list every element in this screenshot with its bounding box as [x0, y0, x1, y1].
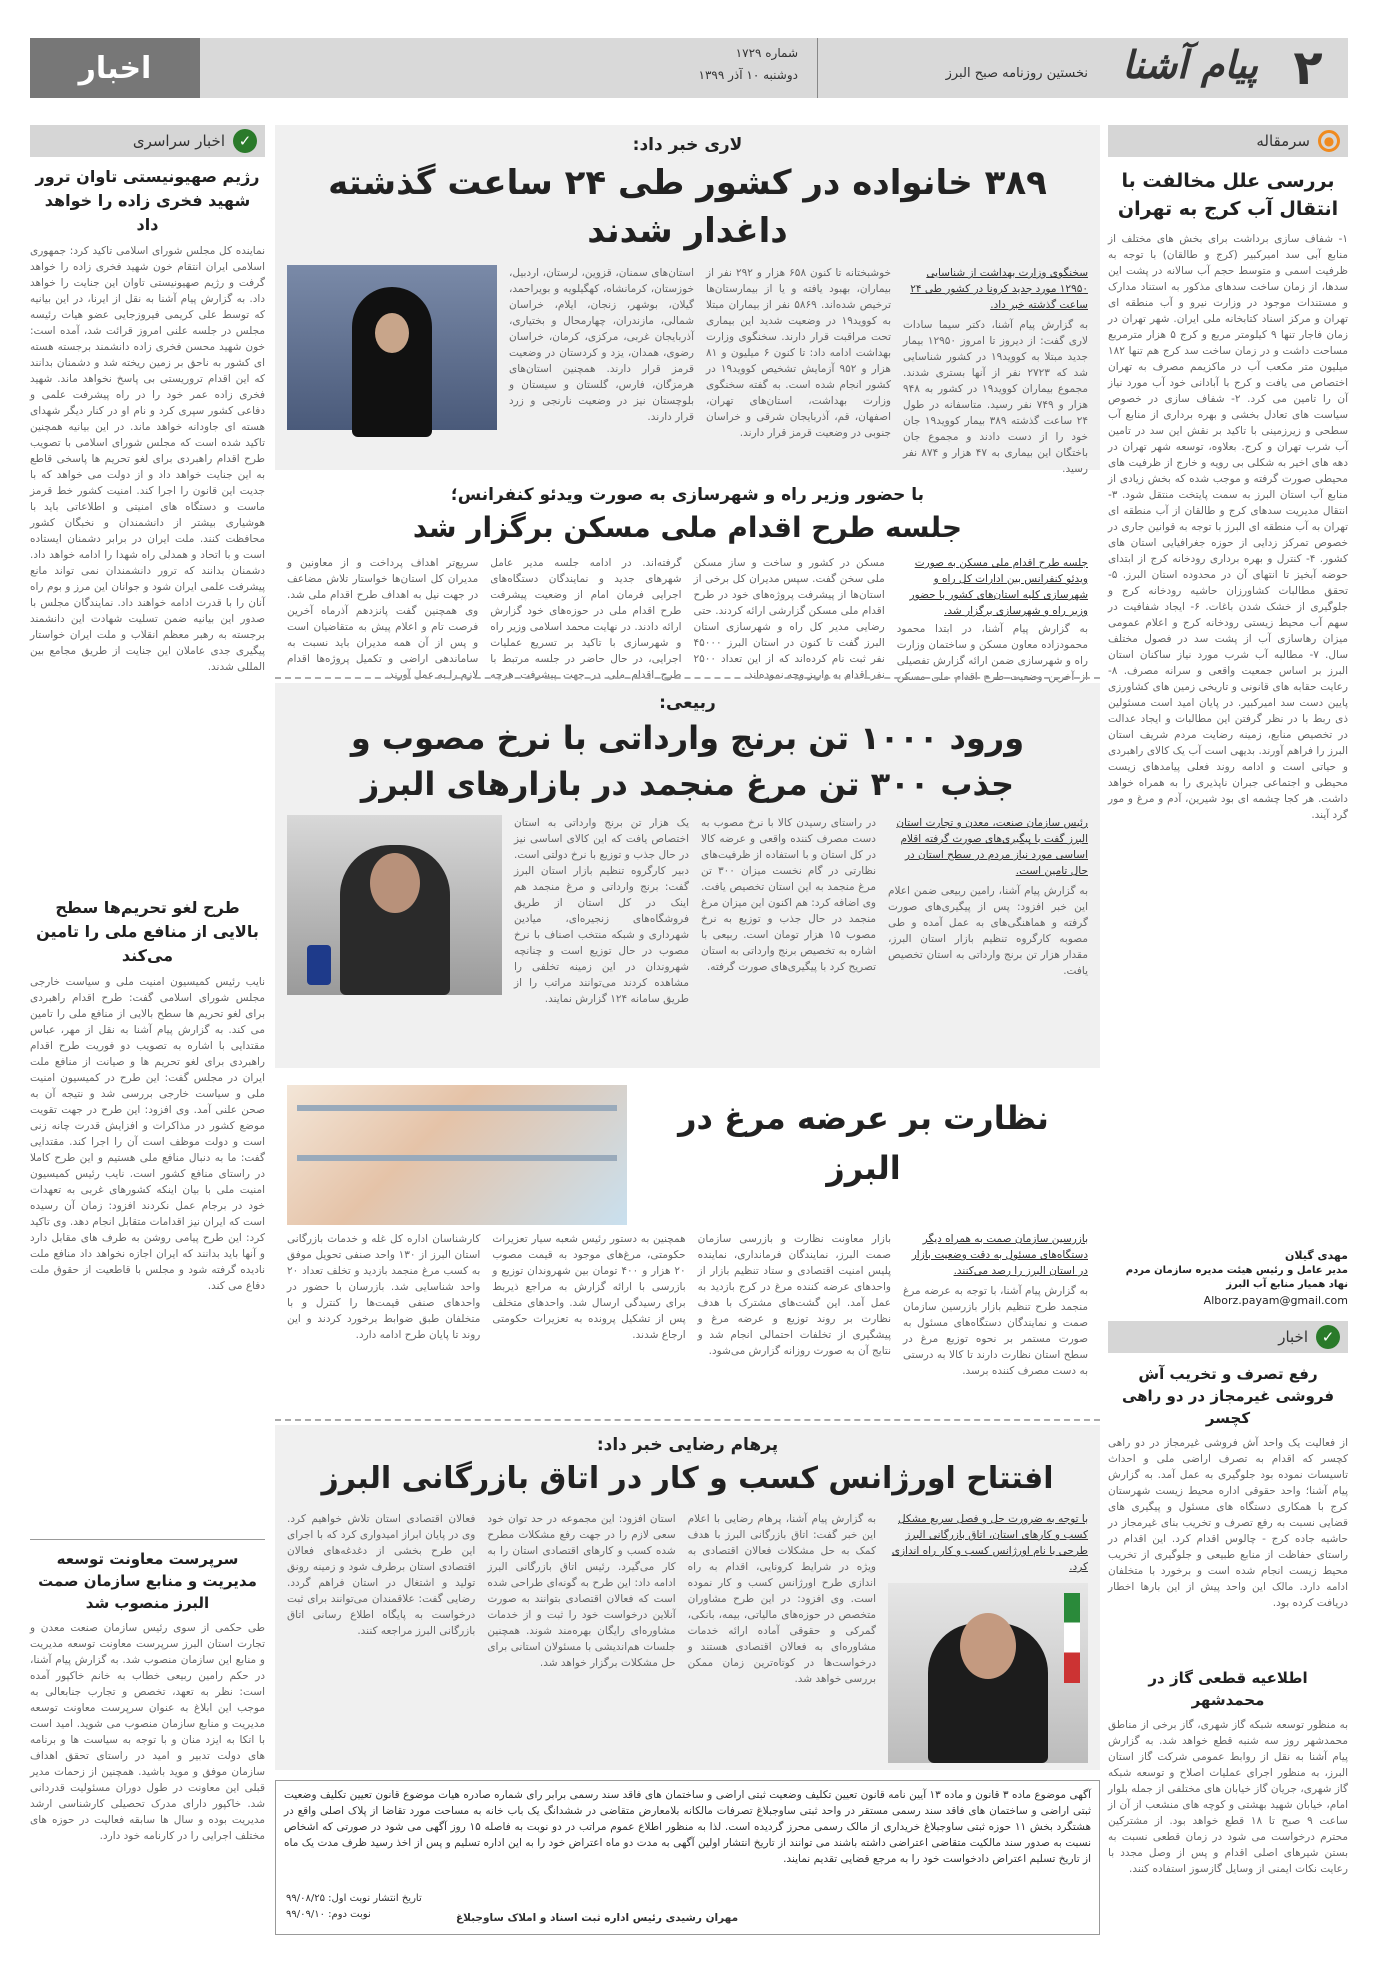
editorial-title: بررسی علل مخالفت با انتقال آب کرج به تهران [1117, 170, 1339, 220]
a1-col3: استان‌های سمنان، قزوین، لرستان، اردبیل، خوزستان، کرمانشاه، کهگیلویه و بویراحمد، گیلان، بوشهر، زنجان، ایلام، خراسان شمالی، مازندران، چهارمحال و بختیاری، آذربایجان غربی، مرکزی، کرمان، خراسان رضوی، همدان، یزد و کردستان در وضعیت قرمز قرار دارند. همچنین استان‌های هرمزگان، فارس، گلستان و سیستان و بلوچستان نیز در وضعیت نارنجی و زرد قرار دارند. [509, 267, 694, 423]
notice-signature: مهران رشیدی رئیس اداره ثبت اسناد و املاک ساوجبلاغ [456, 1912, 739, 1924]
a1-lead: سخنگوی وزارت بهداشت از شناسایی ۱۲۹۵۰ مورد جدید کرونا در کشور طی ۲۴ ساعت گذشته خبر داد. [910, 267, 1088, 311]
editorial-body: ۱- شفاف سازی برداشت برای بخش های مختلف از منابع آبی سد امیرکبیر (کرج و طالقان) با توجه به ظرفیت اسمی و متوسط حجم آب سالانه در پشت این سدها، از زمان ساخت سدهای مذکور به استناد مدارک و مستندات موجود در وزارت نیرو و آب منطقه ای تهران و مرکز اسناد کتابخانه ملی ایران. شهر تهران در زمان فاجار تنها ۹ کیلومتر مربع و کرج ۵ هزار مترمربع مساحت داشت و در زمان ساخت سد کرج هم تنها ۱۸۲ میلیون متر مکعب آب در ماکزیمم مصرف به تهران اختصاص می یافت و کرج با آبادانی خود آب مورد نیاز آن را تامین می کرد. ۲- شفاف سازی در خصوص سیاست های تعادل بخشی و بهره برداری از منابع آب سطحی و زیرزمینی با تاکید بر نقش این سد در تامین آب شرب تهران و کرج. بعلاوه، توسعه شهر تهران در دهه های اخیر به شکلی بی رویه و خارج از ظرفیت های محیطی صورت گرفته و موجب شده که بخش زیادی از منابع آب استان البرز به سمت پایتخت منتقل شود. ۳- انتقال مدیریت سدهای کرج و طالقان از آب منطقه ای تهران به آب منطقه ای البرز با توجه به قوانین جاری در خصوص تمرکز زدایی از حوزه جغرافیایی استان های کشور. ۴- کنترل و بهره برداری رودخانه کرج از ابتدای حوضه آبخیز تا انتهای آن در محدوده استان البرز. ۵- تحقق مطالبات کشاورزان حاشیه رودخانه کرج و جلوگیری از خشک شدن باغات. ۶- ایجاد شفافیت در سهم آب محیط زیستی رودخانه کرج و اعلام عمومی میزان رهاسازی آب از پشت سد در فصول مختلف سال. ۷- مطالبه آب شرب مورد نیاز ساکنان استان البرز بر اساس جمعیت واقعی و سرانه مصرف. ۸- رعایت حقابه های قانونی و تاریخی زمین های کشاورزی پایین دست سد امیرکبیر. در پایان امید است مسئولین ذی ربط با در نظر گرفتن این مطالبات و ایجاد عدالت در تخصیص منابع، زمینه رضایت مردم شریف استان البرز را فراهم آورند. بدیهی است آب یک کالای راهبردی و حیاتی است و ادامه روند فعلی پیامدهای زیست محیطی و اجتماعی جبران ناپذیری را به همراه خواهد داشت. هر کجا چشمه ای بود شیرین، آدم و مرغ و مور گرد آیند. [1108, 233, 1348, 821]
a3-photo [287, 815, 502, 995]
article-chamber: پرهام رضایی خبر داد: افتتاح اورژانس کسب و کار در اتاق بازرگانی البرز با توجه به ضرورت حل و فصل سریع مشکل کسب و کارهای استان، اتاق بازرگانی البرز طرحی با نام اورژانس کسب و کار راه اندازی کرد. به گزارش پیام آشنا، پرهام رضایی با اعلام این خبر گفت: اتاق بازرگانی البرز با هدف کمک به حل مشکلات فعالان اقتصادی به ویژه در شرایط کرونایی، اقدام به راه اندازی طرح اورژانس کسب و کار نموده است. وی افزود: در این طرح مشاوران متخصص در حوزه‌های مالیاتی، بیمه، بانکی، گمرکی و حقوقی آماده ارائه خدمات مشاوره‌ای به فعالان اقتصادی هستند و درخواست‌ها در کوتاه‌ترین زمان ممکن بررسی خواهد شد. استان افزود: این مجموعه در حد توان خود سعی لازم را در جهت رفع مشکلات مطرح شده کسب و کارهای اقتصادی استان را به کار می‌گیرد. رئیس اتاق بازرگانی البرز ادامه داد: این طرح به گونه‌ای طراحی شده است که فعالان اقتصادی بتوانند به صورت آنلاین درخواست خود را ثبت و از خدمات مشاوره‌ای رایگان بهره‌مند شوند. همچنین جلسات هم‌اندیشی با مسئولان استانی برای حل مشکلات برگزار خواهد شد. فعالان اقتصادی استان تلاش خواهیم کرد. وی در پایان ابراز امیدواری کرد که با اجرای این طرح بخشی از دغدغه‌های فعالان اقتصادی استان برطرف شود و زمینه رونق تولید و اشتغال در استان فراهم گردد. رضایی گفت: علاقمندان می‌توانند برای ثبت درخواست به پایگاه اطلاع رسانی اتاق بازرگانی البرز مراجعه کنند. [275, 1425, 1100, 1770]
article-rice: ربیعی: ورود ۱۰۰۰ تن برنج وارداتی با نرخ مصوب و جذب ۳۰۰ تن مرغ منجمد در بازارهای البرز رئیس سازمان صنعت، معدن و تجارت استان البرز گفت با پیگیری‌های صورت گرفته اقلام اساسی مورد نیاز مردم در سطح استان در حال تامین است. به گزارش پیام آشنا، رامین ربیعی ضمن اعلام این خبر افزود: پس از پیگیری‌های صورت گرفته و هماهنگی‌های به عمل آمده و طی مصوبه کارگروه تنظیم بازار استان البرز، مقدار هزار تن برنج وارداتی به استان تخصیص یافت. در راستای رسیدن کالا با نرخ مصوب به دست مصرف کننده واقعی و عرضه کالا در کل استان و با استفاده از ظرفیت‌های نظارتی در گام نخست میزان ۳۰۰ تن مرغ منجمد به این استان تخصیص یافت. وی اضافه کرد: هم اکنون این میزان مرغ منجمد در حال جذب و توزیع به نرخ مصوب ۱۵ هزار تومان است. ربیعی با اشاره به تخصیص برنج وارداتی به استان تصریح کرد با پیگیری‌های صورت گرفته. یک هزار تن برنج وارداتی به استان اختصاص یافت که این کالای اساسی نیز در حال جذب و توزیع با نرخ دولتی است. دبیر کارگروه تنظیم بازار استان البرز گفت: برنج وارداتی و مرغ منجمد هم اینک در کل استان از طریق فروشگاه‌های زنجیره‌ای، میادین شهرداری و شبکه منتخب اصناف با نرخ مصوب در حال توزیع است و چنانچه شهروندان در این زمینه تخلفی را مشاهده کردند می‌توانند مراتب را از طریق سامانه ۱۲۴ گزارش نمایند. [275, 683, 1100, 1068]
a1-photo-figure [352, 287, 432, 437]
a1-kicker: لاری خبر داد: [632, 135, 743, 155]
author-email[interactable]: Alborz.payam@gmail.com [1203, 1294, 1348, 1307]
a1-headline: ۳۸۹ خانواده در کشور طی ۲۴ ساعت گذشته داغدار شدند [328, 163, 1047, 251]
national-news-label: اخبار سراسری [132, 132, 225, 150]
notice-date1: تاریخ انتشار نوبت اول: ۹۹/۰۸/۲۵ [286, 1893, 422, 1904]
a2-headline: جلسه طرح اقدام ملی مسکن برگزار شد [412, 511, 963, 544]
editorial-header [1108, 125, 1348, 157]
a5-kicker: پرهام رضایی خبر داد: [596, 1435, 779, 1455]
national-news-header [30, 125, 265, 157]
a5-photo [888, 1583, 1088, 1763]
a5-headline: افتتاح اورژانس کسب و کار در اتاق بازرگانی البرز [321, 1461, 1054, 1496]
news-label: اخبار [1278, 1328, 1308, 1346]
author-role: مدیر عامل و رئیس هیئت مدیره سازمان مردم نهاد همیار منابع آب البرز [1125, 1265, 1348, 1290]
notice-date2: نوبت دوم: ۹۹/۰۹/۱۰ [286, 1909, 371, 1920]
story1-body: نماینده کل مجلس شورای اسلامی تاکید کرد: جمهوری اسلامی ایران انتقام خون شهید فخری زاده را خواهد گرفت و رژیم صهیونیستی تاوان این جنایت را خواهد داد. به گزارش پیام آشنا به نقل از ایرنا، در این بیانیه که توسط علی کریمی فیروزجایی عضو هیات رئیسه مجلس در جلسه علنی امروز قرائت شد، آمده است: خون شهید محسن فخری زاده دانشمند برجسته هسته ای کشور به ناحق بر زمین ریخته شد و دشمنان بدانند که این اقدام تروریستی بی پاسخ نخواهد ماند. شهید فخری زاده عمر خود را در راه پیشرفت علمی و دفاعی کشور سپری کرد و نام او در کنار دیگر شهدای هسته ای جاودانه خواهد ماند. در این بیانیه همچنین تاکید شده است که مجلس شورای اسلامی با تصویب طرح اقدام راهبردی برای لغو تحریم ها پاسخی قاطع به این جنایت خواهد داد و از دولت می خواهد که با جدیت این قانون را اجرا کند. امنیت کشور خط قرمز ماست و دستگاه های امنیتی و اطلاعاتی باید با هوشیاری بیشتر از دانشمندان و نخبگان کشور محافظت کنند. ملت ایران در برابر دشمنان ایستاده است و با اتحاد و همدلی راه شهدا را ادامه خواهد داد. دشمنان بدانند که ترور دانشمندان نمی تواند مانع پیشرفت علمی ایران شود و جوانان این مرز و بوم راه آنان را با قدرت ادامه خواهند داد. نمایندگان مجلس با صدور این بیانیه ضمن تسلیت شهادت این دانشمند برجسته به رهبر معظم انقلاب و ملت ایران خواستار پیگیری جدی عاملان این جنایت از طریق مجامع بین المللی شدند. [30, 245, 265, 673]
news2-body: به منظور توسعه شبکه گاز شهری، گاز برخی از مناطق محمدشهر روز سه شنبه قطع خواهد شد. به گزارش پیام آشنا به نقل از روابط عمومی شرکت گاز استان البرز، به منظور اجرای عملیات اصلاح و توسعه شبکه گاز شهری، جریان گاز خیابان های مختلفی از جمله بلوار امام، خیابان شهید بهشتی و کوچه های منشعب از آن از ساعت ۹ صبح تا ۱۸ قطع خواهد بود. از مشترکین محترم درخواست می شود در زمان قطعی نسبت به بستن شیرهای اصلی اقدام و پس از وصل مجدد با رعایت نکات ایمنی از وسایل گازسوز استفاده کنند. [1108, 1719, 1348, 1875]
article-housing: با حضور وزیر راه و شهرسازی به صورت ویدئو کنفرانس؛ جلسه طرح اقدام ملی مسکن برگزار شد جلسه طرح اقدام ملی مسکن به صورت ویدئو کنفرانس بین ادارات کل راه و شهرسازی کلیه استان‌های کشور با حضور وزیر راه و شهرسازی برگزار شد. به گزارش پیام آشنا، در ابتدا محمود محمودزاده معاون مسکن و ساختمان وزارت راه و شهرسازی ضمن ارائه گزارش تفصیلی از آخرین وضعیت طرح اقدام ملی مسکن مسکن در کشور و ساخت و ساز مسکن ملی سخن گفت. سپس مدیران کل برخی از استان‌ها از پیشرفت پروژه‌های خود در طرح اقدام ملی مسکن گزارشی ارائه کردند. حتی رضایی مدیر کل راه و شهرسازی استان البرز گفت تا کنون در استان البرز ۴۵۰۰۰ نفر ثبت نام کرده‌اند که از این تعداد ۲۵۰۰ نفر اقدام به واریز وجه نموده‌اند. گرفته‌اند. در ادامه جلسه مدیر عامل شهرهای جدید و نمایندگان دستگاه‌های اجرایی فرمان امام از وضعیت پیشرفت طرح اقدام ملی در حوزه‌های خود گزارش ارائه دادند. در نهایت محمد اسلامی وزیر راه و شهرسازی با تاکید بر تسریع عملیات اجرایی، در حال حاضر در جلسه مرتبط با طرح اقدام ملی در جهت پیشرفت هرچه سریع‌تر اهداف پرداخت و از معاونین و مدیران کل استان‌ها خواستار تلاش مضاعف در جهت نیل به اهداف طرح اقدام ملی شد. وی همچنین گفت پانزدهم آذرماه آخرین فرصت تام و اعلام پیش به متقاضیان است و پس از آن همه مدیران باید نسبت به ساماندهی اراضی و تکمیل پروژه‌ها اقدام لازم را به عمل آورند. [275, 477, 1100, 672]
legal-notice-body: آگهی موضوع ماده ۳ قانون و ماده ۱۳ آیین نامه قانون تعیین تکلیف وضعیت ثبتی اراضی و ساختمان های فاقد سند رسمی برابر رای شماره صادره هیات موضوع قانون تعیین تکلیف وضعیت ثبتی اراضی و ساختمان های فاقد سند رسمی مستقر در واحد ثبتی ساوجبلاغ تصرفات مالکانه بلامعارض متقاضی در ششدانگ یک باب خانه به مساحت مورد تقاضا از پلاک اصلی واقع در هشتگرد بخش ۱۱ حوزه ثبتی ساوجبلاغ خریداری از مالک رسمی محرز گردیده است. لذا به منظور اطلاع عموم مراتب در دو نوبت به فاصله ۱۵ روز آگهی می شود در صورتی که اشخاص نسبت به صدور سند مالکیت متقاضی اعتراضی داشته باشند می توانند از تاریخ انتشار اولین آگهی به مدت دو ماه اعتراض خود را به این اداره تسلیم و پس از اخذ رسید ظرف مدت یک ماه از تاریخ تسلیم اعتراض دادخواست خود را به مرجع قضایی تقدیم نمایند. [284, 1789, 1091, 1865]
section-tab: اخبار [30, 38, 200, 98]
a4-lead: بازرسین سازمان صمت به همراه دیگر دستگاه‌های مسئول به دقت وضعیت بازار در استان البرز را رصد می‌کنند. [911, 1233, 1088, 1277]
check-icon: ✓ [1316, 1325, 1340, 1349]
a1-photo [287, 265, 497, 430]
news1-title: رفع تصرف و تخریب آش فروشی غیرمجاز در دو راهی کچسر [1121, 1365, 1335, 1427]
a3-kicker: ربیعی: [659, 693, 716, 713]
a1-col1: سخنگوی وزارت بهداشت از شناسایی ۱۲۹۵۰ مورد جدید کرونا در کشور طی ۲۴ ساعت گذشته خبر داد. به گزارش پیام آشنا، دکتر سیما سادات لاری گفت: از دیروز تا امروز ۱۲۹۵۰ بیمار جدید مبتلا به کووید۱۹ در کشور شناسایی شد که ۲۷۲۳ نفر از آنها بستری شدند. مجموع بیماران کووید۱۹ در کشور به ۹۴۸ هزار و ۷۴۹ نفر رسید. متاسفانه در طول ۲۴ ساعت گذشته ۳۸۹ بیمار کووید۱۹ جان خود را از دست دادند و مجموع جان باختگان این بیماری به ۴۷ هزار و ۸۷۴ نفر رسید. [903, 267, 1089, 475]
divider [275, 1419, 1100, 1421]
legal-notice [275, 1780, 1100, 1935]
story3-title: سرپرست معاونت توسعه مدیریت و منابع سازمان صمت البرز منصوب شد [38, 1550, 257, 1612]
masthead [0, 0, 1378, 125]
logo: پیام آشنا [1122, 42, 1258, 87]
check-icon: ✓ [233, 129, 257, 153]
news-header [1108, 1321, 1348, 1353]
article-chicken: نظارت بر عرضه مرغ در البرز بازرسین سازمان صمت به همراه دیگر دستگاه‌های مسئول به دقت وضعیت بازار در استان البرز را رصد می‌کنند. به گزارش پیام آشنا، با توجه به عرضه مرغ منجمد طرح تنظیم بازار بازرسین سازمان صمت و نمایندگان دستگاه‌های مسئول به صورت مستمر بر نحوه توزیع مرغ در سطح استان نظارت دارند تا کالا به درستی به دست مصرف کننده برسد. بازار معاونت نظارت و بازرسی سازمان صمت البرز، نمایندگان فرمانداری، نماینده پلیس امنیت اقتصادی و ستاد تنظیم بازار از واحدهای عرضه کننده مرغ در کرج بازدید به عمل آمد. این گشت‌های مشترک با هدف نظارت بر روند توزیع و عرضه مرغ و پیشگیری از تخلفات احتمالی انجام شد و نتایج آن به صورت روزانه گزارش می‌شود. همچنین به دستور رئیس شعبه سیار تعزیرات حکومتی، مرغ‌های موجود به قیمت مصوب ۲۰ هزار و ۴۰۰ تومان بین شهروندان توزیع و بازرسی با ارائه گزارش به مراجع ذیربط برای رسیدگی ارسال شد. واحدهای متخلف پس از تشکیل پرونده به تعزیرات حکومتی ارجاع شدند. کارشناسان اداره کل غله و خدمات بازرگانی استان البرز از ۱۳۰ واحد صنفی تحویل موفق به کسب مرغ منجمد بازدید و تخلف تعداد ۲۰ واحد شناسایی شد. بازرسان با حضور در واحدهای صنفی قیمت‌ها را کنترل و با متخلفان طبق ضوابط برخورد کردند و این روند تا پایان طرح ادامه دارد. [275, 1075, 1100, 1415]
right-column [1108, 125, 1348, 1935]
a3-headline: ورود ۱۰۰۰ تن برنج وارداتی با نرخ مصوب و جذب ۳۰۰ تن مرغ منجمد در بازارهای البرز [350, 719, 1025, 803]
a4-headline: نظارت بر عرضه مرغ در البرز [678, 1099, 1049, 1187]
editorial-label: سرمقاله [1256, 132, 1310, 150]
a2-kicker: با حضور وزیر راه و شهرسازی به صورت ویدئو کنفرانس؛ [450, 485, 925, 505]
story3-body: طی حکمی از سوی رئیس سازمان صنعت معدن و تجارت استان البرز سرپرست معاونت توسعه مدیریت و منابع این سازمان منصوب شد. به گزارش پیام آشنا، در حکم رامین ربیعی خطاب به خانم خاکپور آمده است: نظر به تعهد، تخصص و تجارب جنابعالی به موجب این ابلاغ به عنوان سرپرست معاونت توسعه مدیریت و منابع سازمان منصوب می شوید. امید است با اتکا به ایزد منان و با توجه به سیاست ها و برنامه های دولت تدبیر و امید در راستای تحقق اهداف سازمان موفق و موید باشید. همچنین از زحمات مدیر قبلی این معاونت در طول دوران مسئولیت قدردانی شد. خاکپور دارای مدرک تحصیلی کارشناسی ارشد مدیریت بوده و سال ها سابقه فعالیت در حوزه های مختلف اجرایی را در کارنامه خود دارد. [30, 1622, 265, 1842]
main-column [275, 125, 1100, 1935]
flag [1064, 1593, 1080, 1683]
issue-number: شماره ۱۷۲۹ [735, 46, 798, 60]
article-covid [275, 125, 1100, 475]
editorial-icon: ● [1318, 130, 1340, 152]
news1-body: از فعالیت یک واحد آش فروشی غیرمجاز در دو راهی کچسر که اقدام به تصرف اراضی ملی و احداث تاسیسات نموده بود جلوگیری به عمل آمد. به گزارش پیام آشنا؛ واحد حقوقی اداره محیط زیست شهرستان کرج با همکاری دستگاه های مسئول و پیگیری های قضایی نسبت به رفع تصرف و تخریب بنای غیرمجاز در حاشیه جاده کرج - چالوس اقدام کرد. این اقدام در راستای حفاظت از منابع طبیعی و جلوگیری از تخریب محیط زیست انجام شده است و برخورد با متخلفان ادامه دارد. مالک این واحد پیش از این بارها اخطار دریافت کرده بود. [1108, 1437, 1348, 1609]
issue-date: دوشنبه ۱۰ آذر ۱۳۹۹ [698, 68, 798, 82]
left-column [30, 125, 265, 1935]
author-name: مهدی گیلان [1285, 1249, 1348, 1262]
header-divider [817, 38, 818, 98]
a3-lead: رئیس سازمان صنعت، معدن و تجارت استان البرز گفت با پیگیری‌های صورت گرفته اقلام اساسی مورد نیاز مردم در سطح استان در حال تامین است. [896, 817, 1088, 877]
a5-lead: با توجه به ضرورت حل و فصل سریع مشکل کسب و کارهای استان، اتاق بازرگانی البرز طرحی با نام اورژانس کسب و کار راه اندازی کرد. [891, 1513, 1088, 1573]
story2-body: نایب رئیس کمیسیون امنیت ملی و سیاست خارجی مجلس شورای اسلامی گفت: طرح اقدام راهبردی برای لغو تحریم ها سطح بالایی از منافع ملی را تامین می کند. به گزارش پیام آشنا به نقل از مهر، عباس مقتدایی با اشاره به تصویب دو فوریت طرح اقدام راهبردی برای لغو تحریم ها و صیانت از منافع ملت ایران در مجلس گفت: این طرح در کمیسیون امنیت ملی و سیاست خارجی بررسی شد و نتیجه آن به صحن علنی آمد. وی افزود: این طرح در جهت تقویت موضع کشور در مذاکرات و افزایش قدرت چانه زنی است و دولت موظف است آن را اجرا کند. مقتدایی گفت: ما به دنبال منافع ملی هستیم و این طرح کاملا در راستای منافع کشور است. نایب رئیس کمیسیون امنیت ملی با بیان اینکه کشورهای غربی به تعهدات خود در برجام عمل نکردند افزود: زمان آن رسیده است که ایران نیز اقدامات متقابل انجام دهد. وی تاکید کرد: این طرح پیامی روشن به طرف های مقابل دارد و آنها باید بدانند که ایران اجازه نخواهد داد منافع ملت نادیده گرفته شود و مجلس با قاطعیت از حقوق ملت دفاع می کند. [30, 976, 265, 1292]
a4-photo [287, 1085, 627, 1225]
microphone [307, 945, 331, 985]
page-number: ۲ [1293, 40, 1323, 96]
divider [275, 677, 1100, 679]
tagline: نخستین روزنامه صبح البرز [945, 66, 1088, 81]
a1-col2: خوشبختانه تا کنون ۶۵۸ هزار و ۲۹۲ نفر از بیماران، بهبود یافته و یا از بیمارستان‌ها ترخیص شده‌اند. ۵۸۶۹ نفر از بیماران مبتلا به کووید۱۹ در وضعیت شدید این بیماری تحت مراقبت قرار دارند. سخنگوی وزارت بهداشت ادامه داد: تا کنون ۶ میلیون و ۸۱ هزار و ۹۵۲ آزمایش تشخیص کووید۱۹ در کشور انجام شده است. به گفته سخنگوی وزارت بهداشت، استان‌های تهران، اصفهان، قم، آذربایجان شرقی و خراسان جنوبی در وضعیت قرمز قرار دارند. [706, 267, 892, 439]
news2-title: اطلاعیه قطعی گاز در محمدشهر [1148, 1669, 1308, 1709]
story1-title: رژیم صهیونیستی تاوان ترور شهید فخری زاده را خواهد داد [35, 167, 260, 234]
story2-title: طرح لغو تحریم‌ها سطح بالایی از منافع ملی را تامین می‌کند [36, 898, 259, 965]
